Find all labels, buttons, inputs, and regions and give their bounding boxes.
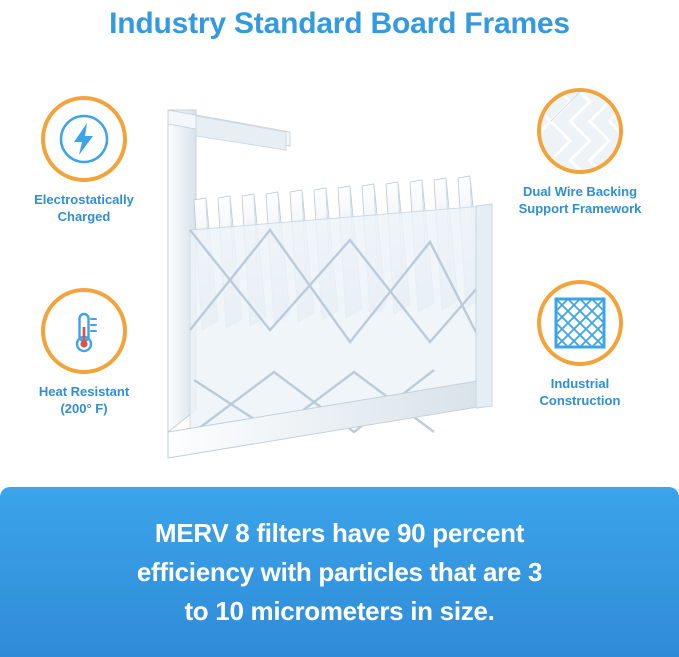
feature-dual-wire-backing (500, 88, 660, 217)
claim-line1: MERV 8 filters have 90 percent (154, 517, 525, 548)
feature-badge (537, 280, 623, 366)
feature-label-line1: Electrostatically (34, 192, 134, 207)
claim-line3: to 10 micrometers in size. (184, 595, 495, 626)
feature-label-line1: Heat Resistant (38, 384, 130, 399)
feature-badge (537, 88, 623, 174)
feature-badge (41, 288, 127, 374)
thermometer-icon (45, 292, 123, 370)
feature-label-line2: Support Framework (518, 201, 642, 216)
feature-label (500, 183, 660, 217)
feature-label-line2: Charged (57, 209, 111, 224)
feature-label (4, 191, 164, 225)
feature-electrostatically-charged (4, 96, 164, 225)
feature-label (500, 375, 660, 409)
product-image (150, 80, 510, 470)
grid-frame-icon (541, 284, 619, 362)
pleated-air-filter-illustration (150, 80, 510, 470)
merv-claim-text (97, 514, 582, 631)
wire-mesh-photo-icon (541, 92, 619, 170)
merv-claim-panel (0, 487, 679, 657)
lightning-bolt-icon (45, 100, 123, 178)
feature-label-line2: (200° F) (60, 401, 108, 416)
feature-badge (41, 96, 127, 182)
feature-label-line2: Construction (539, 393, 621, 408)
claim-line2: efficiency with particles that are 3 (136, 556, 543, 587)
feature-label (4, 383, 164, 417)
feature-industrial-construction (500, 280, 660, 409)
feature-label-line1: Dual Wire Backing (522, 184, 638, 199)
feature-label-line1: Industrial (550, 376, 610, 391)
page-title: Industry Standard Board Frames (109, 7, 570, 40)
feature-heat-resistant (4, 288, 164, 417)
